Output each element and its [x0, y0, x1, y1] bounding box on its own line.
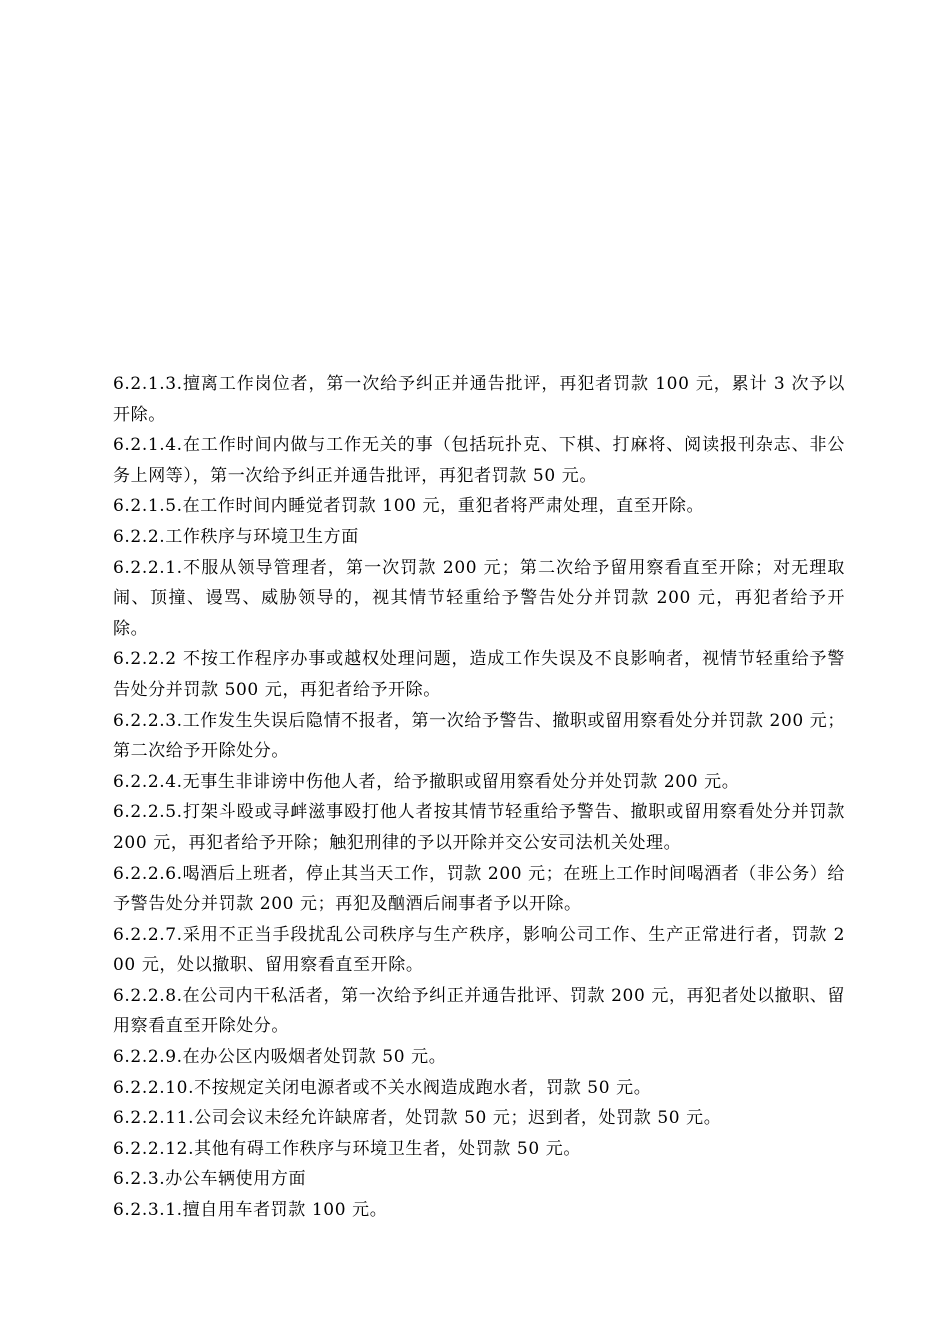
section-heading-6-2-2: 6.2.2.工作秩序与环境卫生方面 [113, 526, 359, 547]
clause-6-2-2-8: 6.2.2.8.在公司内干私活者，第一次给予纠正并通告批评、罚款 200 元，再犯者处以撤职、留用察看直至开除处分。 [113, 985, 845, 1037]
clause-6-2-2-4: 6.2.2.4.无事生非诽谤中伤他人者，给予撤职或留用察看处分并处罚款 200 元。 [113, 771, 740, 792]
clause-6-2-2-12: 6.2.2.12.其他有碍工作秩序与环境卫生者，处罚款 50 元。 [113, 1138, 581, 1159]
document-body [113, 369, 845, 1226]
clause-6-2-2-1: 6.2.2.1.不服从领导管理者，第一次罚款 200 元；第二次给予留用察看直至开除；对无理取闹、顶撞、谩骂、威胁领导的，视其情节轻重给予警告处分并罚款 200 元，再犯者给予开除。 [113, 557, 845, 639]
clause-6-2-2-7: 6.2.2.7.采用不正当手段扰乱公司秩序与生产秩序，影响公司工作、生产正常进行者，罚款 200 元，处以撤职、留用察看直至开除。 [113, 924, 845, 976]
clause-6-2-2-9: 6.2.2.9.在办公区内吸烟者处罚款 50 元。 [113, 1047, 447, 1068]
clause-6-2-2-3: 6.2.2.3.工作发生失误后隐情不报者，第一次给予警告、撤职或留用察看处分并罚款 200 元；第二次给予开除处分。 [113, 710, 845, 762]
clause-6-2-1-3: 6.2.1.3.擅离工作岗位者，第一次给予纠正并通告批评，再犯者罚款 100 元，累计 3 次予以开除。 [113, 374, 845, 425]
clause-6-2-3-1: 6.2.3.1.擅自用车者罚款 100 元。 [113, 1200, 388, 1221]
clause-6-2-2-10: 6.2.2.10.不按规定关闭电源者或不关水阀造成跑水者，罚款 50 元。 [113, 1077, 652, 1098]
clause-6-2-2-11: 6.2.2.11.公司会议未经允许缺席者，处罚款 50 元；迟到者，处罚款 50 元。 [113, 1108, 722, 1129]
section-heading-6-2-3: 6.2.3.办公车辆使用方面 [113, 1169, 307, 1190]
clause-6-2-2-2: 6.2.2.2 不按工作程序办事或越权处理问题，造成工作失误及不良影响者，视情节轻重给予警告处分并罚款 500 元，再犯者给予开除。 [113, 649, 845, 700]
clause-6-2-2-6: 6.2.2.6.喝酒后上班者，停止其当天工作，罚款 200 元；在班上工作时间喝酒者（非公务）给予警告处分并罚款 200 元；再犯及酗酒后闹事者予以开除。 [113, 863, 845, 915]
clause-6-2-1-5: 6.2.1.5.在工作时间内睡觉者罚款 100 元，重犯者将严肃处理，直至开除。 [113, 496, 705, 517]
clause-6-2-1-4: 6.2.1.4.在工作时间内做与工作无关的事（包括玩扑克、下棋、打麻将、阅读报刊杂志、非公务上网等），第一次给予纠正并通告批评，再犯者罚款 50 元。 [113, 435, 845, 486]
clause-6-2-2-5: 6.2.2.5.打架斗殴或寻衅滋事殴打他人者按其情节轻重给予警告、撤职或留用察看处分并罚款 200 元，再犯者给予开除；触犯刑律的予以开除并交公安司法机关处理。 [113, 802, 845, 853]
